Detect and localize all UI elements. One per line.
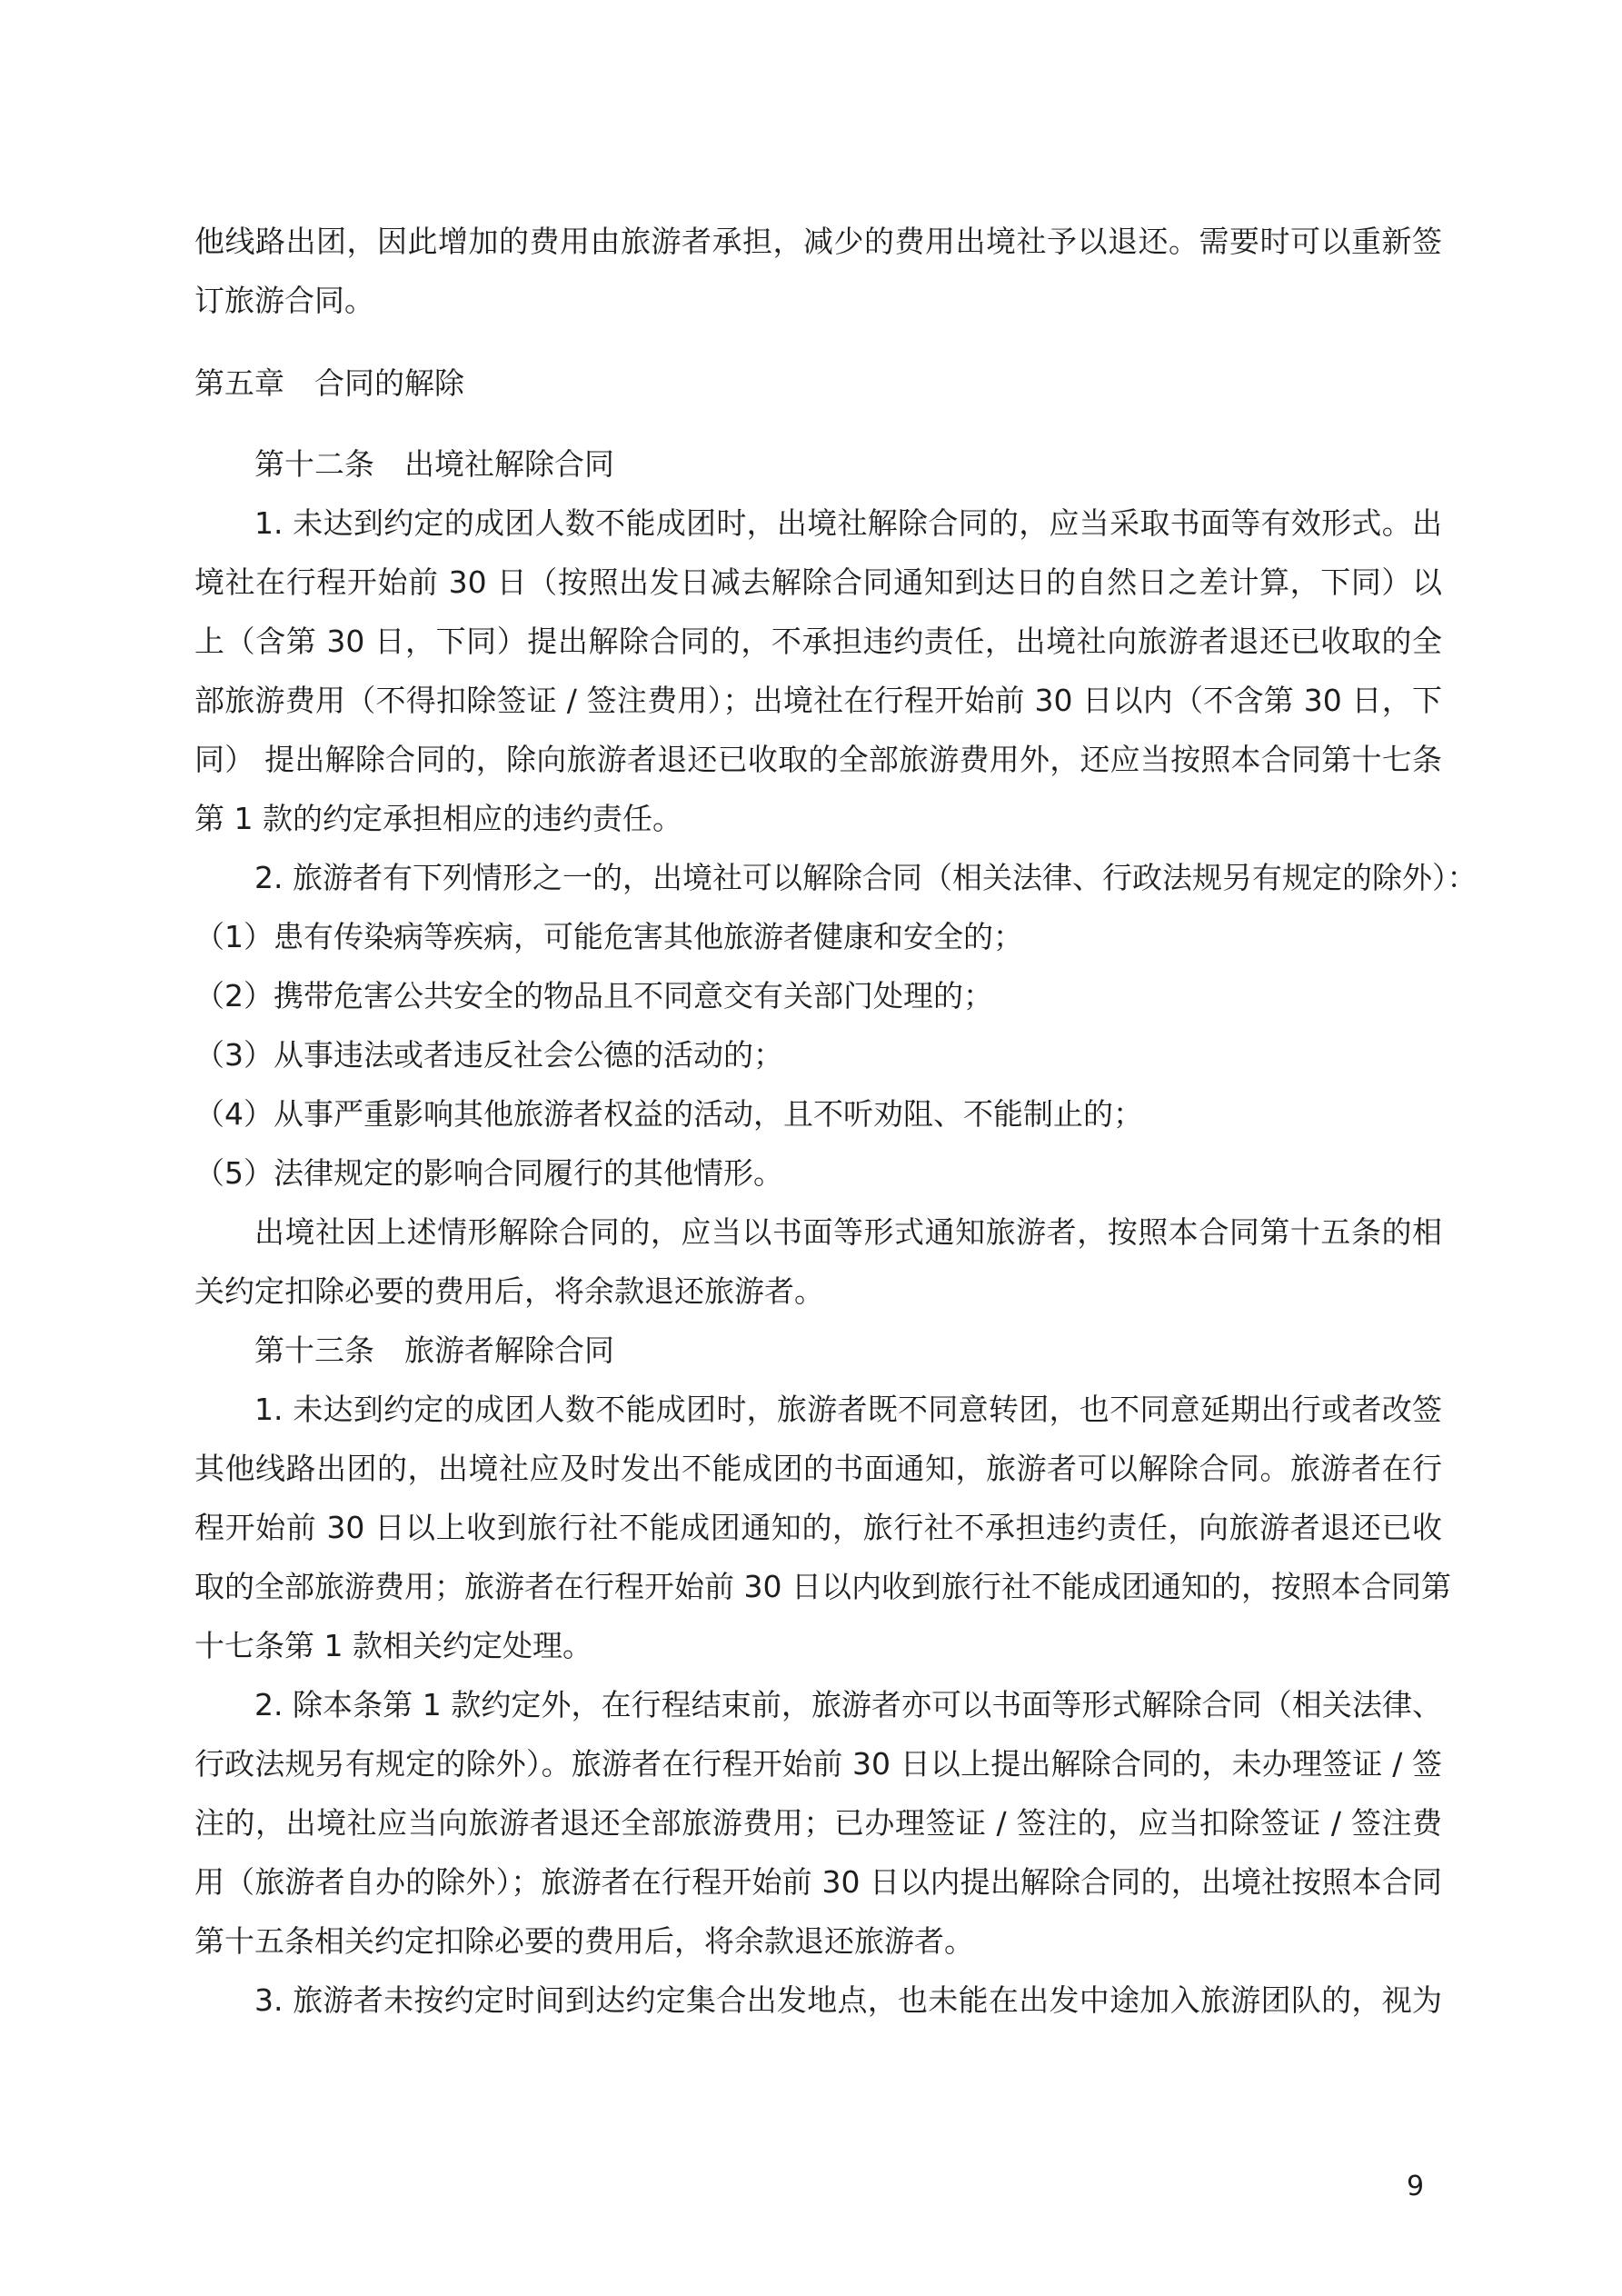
text-line: 1. 未达到约定的成团人数不能成团时，旅游者既不同意转团，也不同意延期出行或者改签	[254, 1392, 1442, 1427]
text-line: 十七条第 1 款相关约定处理。	[194, 1628, 592, 1663]
text-line: （1）患有传染病等疾病，可能危害其他旅游者健康和安全的；	[194, 919, 1023, 954]
text-line: 上（含第 30 日，下同）提出解除合同的，不承担违约责任，出境社向旅游者退还已收取的全	[194, 624, 1442, 659]
document-body	[194, 212, 1478, 2030]
text-line: 第十二条 出境社解除合同	[254, 446, 614, 482]
paragraph	[194, 494, 1442, 848]
paragraph	[194, 1675, 1442, 1971]
text-line: 部旅游费用（不得扣除签证 / 签注费用）；出境社在行程开始前 30 日以内（不含第 30 日，下	[194, 683, 1442, 718]
text-line: 2. 旅游者有下列情形之一的，出境社可以解除合同（相关法律、行政法规另有规定的除外）：	[254, 860, 1478, 895]
text-line: 第十三条 旅游者解除合同	[254, 1333, 614, 1368]
paragraph	[194, 1380, 1451, 1675]
text-line: 2. 除本条第 1 款约定外，在行程结束前，旅游者亦可以书面等形式解除合同（相关法律、	[254, 1687, 1442, 1722]
text-line: （3）从事违法或者违反社会公德的活动的；	[194, 1037, 783, 1073]
paragraph	[194, 1321, 1442, 1380]
text-line: 订旅游合同。	[194, 283, 374, 318]
paragraph	[194, 434, 1442, 494]
text-line: 第十五条相关约定扣除必要的费用后，将余款退还旅游者。	[194, 1923, 974, 1959]
text-line: 1. 未达到约定的成团人数不能成团时，出境社解除合同的，应当采取书面等有效形式。出	[254, 505, 1442, 541]
text-line: 出境社因上述情形解除合同的，应当以书面等形式通知旅游者，按照本合同第十五条的相	[254, 1214, 1442, 1250]
paragraph	[194, 966, 1442, 1025]
text-line: 第 1 款的约定承担相应的违约责任。	[194, 801, 682, 836]
text-line: 注的，出境社应当向旅游者退还全部旅游费用；已办理签证 / 签注的，应当扣除签证 / 签注费	[194, 1805, 1442, 1841]
paragraph	[194, 212, 1442, 330]
text-line: 行政法规另有规定的除外）。旅游者在行程开始前 30 日以上提出解除合同的，未办理签证 / 签	[194, 1746, 1442, 1782]
paragraph	[194, 1084, 1442, 1143]
text-line: 其他线路出团的，出境社应及时发出不能成团的书面通知，旅游者可以解除合同。旅游者在行	[194, 1451, 1442, 1486]
text-line: 他线路出团，因此增加的费用由旅游者承担，减少的费用出境社予以退还。需要时可以重新签	[194, 224, 1442, 259]
text-line: 同） 提出解除合同的，除向旅游者退还已收取的全部旅游费用外，还应当按照本合同第十七条	[194, 742, 1442, 777]
text-line: （5）法律规定的影响合同履行的其他情形。	[194, 1155, 783, 1191]
text-line: 程开始前 30 日以上收到旅行社不能成团通知的，旅行社不承担违约责任，向旅游者退还已收	[194, 1510, 1442, 1545]
paragraph	[194, 848, 1478, 907]
paragraph	[194, 1143, 1442, 1203]
paragraph	[194, 1203, 1442, 1321]
text-line: 3. 旅游者未按约定时间到达约定集合出发地点，也未能在出发中途加入旅游团队的，视为	[254, 1982, 1442, 2018]
text-line: 用（旅游者自办的除外）；旅游者在行程开始前 30 日以内提出解除合同的，出境社按照本合同	[194, 1864, 1442, 1900]
chapter-heading	[194, 354, 1442, 413]
text-line: （2）携带危害公共安全的物品且不同意交有关部门处理的；	[194, 978, 993, 1013]
text-line: 取的全部旅游费用；旅游者在行程开始前 30 日以内收到旅行社不能成团通知的，按照本合同第	[194, 1569, 1451, 1604]
text-line: 关约定扣除必要的费用后，将余款退还旅游者。	[194, 1273, 824, 1309]
text-line: （4）从事严重影响其他旅游者权益的活动，且不听劝阻、不能制止的；	[194, 1096, 1143, 1132]
paragraph	[194, 907, 1442, 966]
paragraph	[194, 1025, 1442, 1084]
paragraph	[194, 1971, 1442, 2030]
text-line: 境社在行程开始前 30 日（按照出发日减去解除合同通知到达日的自然日之差计算，下同）以	[194, 564, 1442, 600]
text-line: 第五章 合同的解除	[194, 365, 464, 401]
page-number: 9	[1407, 2171, 1425, 2202]
